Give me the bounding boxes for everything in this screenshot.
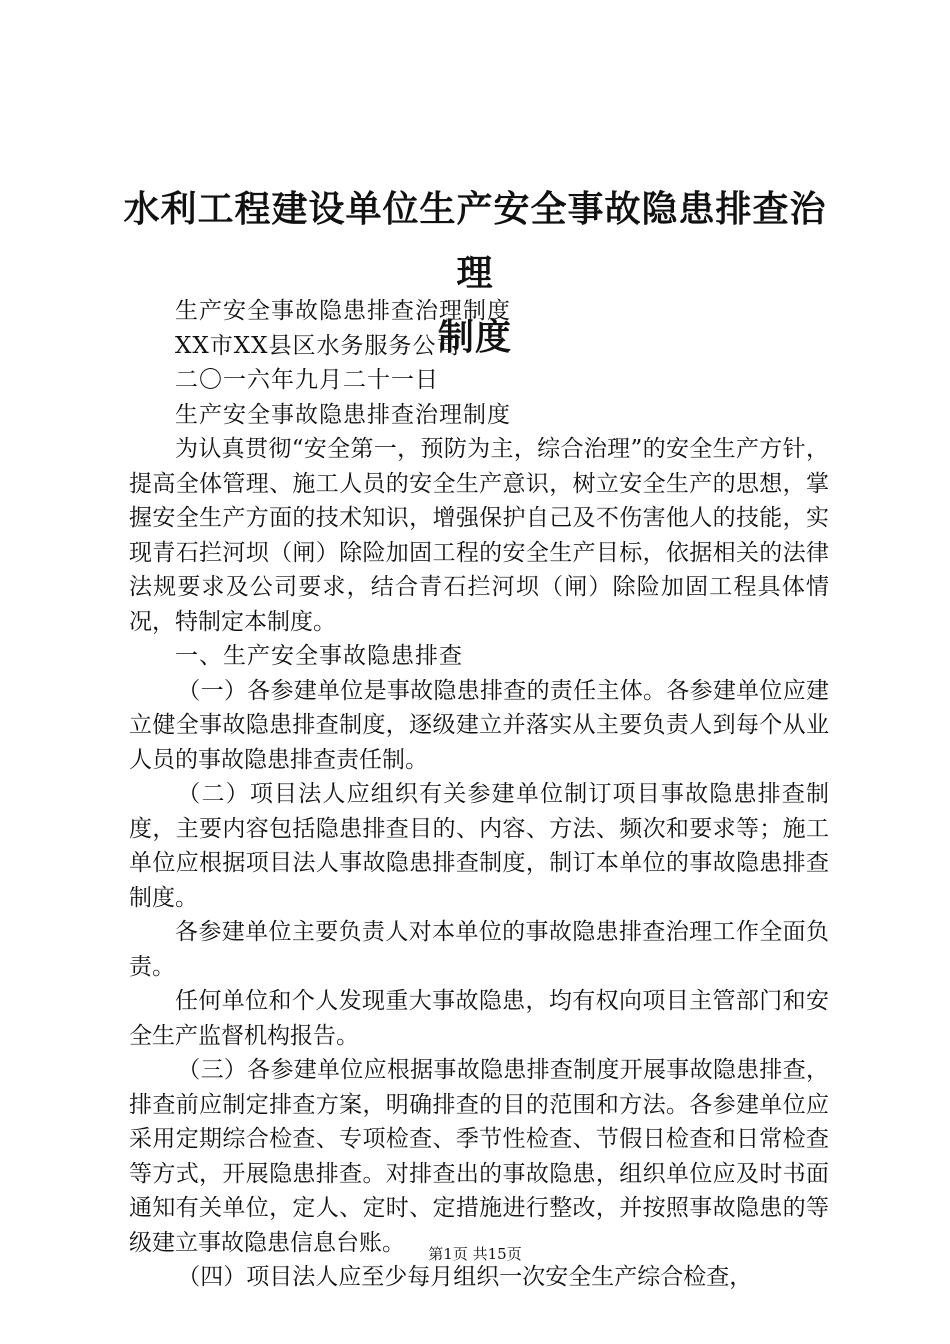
organization-line: XX市XX县区水务服务公司 bbox=[175, 332, 461, 359]
title-line-1: 水利工程建设单位生产安全事故隐患排查治理 bbox=[123, 189, 827, 294]
body-paragraph: （四）项目法人应至少每月组织一次安全生产综合检查， bbox=[177, 1264, 753, 1290]
body-paragraph: （二）项目法人应组织有关参建单位制订项目事故隐患排查制度，主要内容包括隐患排查目的、内容、方法、频次和要求等；施工单位应根据项目法人事故隐患排查制度，制订本单位的事故隐患排查制度。 bbox=[129, 781, 829, 911]
section-heading: 生产安全事故隐患排查治理制度 bbox=[175, 401, 511, 428]
body-paragraph: 各参建单位主要负责人对本单位的事故隐患排查治理工作全面负责。 bbox=[129, 919, 829, 980]
body-paragraph: （一）各参建单位是事故隐患排查的责任主体。各参建单位应建立健全事故隐患排查制度，逐级建立并落实从主要负责人到每个从业人员的事故隐患排查责任制。 bbox=[129, 677, 829, 773]
title-line-2: 制度 bbox=[437, 317, 512, 358]
subtitle-line: 生产安全事故隐患排查治理制度 bbox=[175, 298, 511, 324]
page-footer: 第1页 共15页 bbox=[428, 1245, 522, 1263]
document-body bbox=[129, 294, 829, 1295]
body-paragraph: 为认真贯彻“安全第一，预防为主，综合治理”的安全生产方针，提高全体管理、施工人员的安全生产意识，树立安全生产的思想，掌握安全生产方面的技术知识，增强保护自己及不伤害他人的技能，实现青石拦河坝（闸）除险加固工程的安全生产目标，依据相关的法律法规要求及公司要求，结合青石拦河坝（闸）除险加固工程具体情况，特制定本制度。 bbox=[129, 436, 829, 635]
date-line: 二〇一六年九月二十一日 bbox=[175, 367, 439, 393]
body-paragraph: （三）各参建单位应根据事故隐患排查制度开展事故隐患排查，排查前应制定排查方案，明确排查的目的范围和方法。各参建单位应采用定期综合检查、专项检查、季节性检查、节假日检查和日常检查等方式，开展隐患排查。对排查出的事故隐患，组织单位应及时书面通知有关单位，定人、定时、定措施进行整改，并按照事故隐患的等级建立事故隐患信息台账。 bbox=[129, 1057, 829, 1256]
section-heading: 一、生产安全事故隐患排查 bbox=[175, 643, 463, 669]
body-paragraph: 任何单位和个人发现重大事故隐患，均有权向项目主管部门和安全生产监督机构报告。 bbox=[129, 988, 829, 1049]
